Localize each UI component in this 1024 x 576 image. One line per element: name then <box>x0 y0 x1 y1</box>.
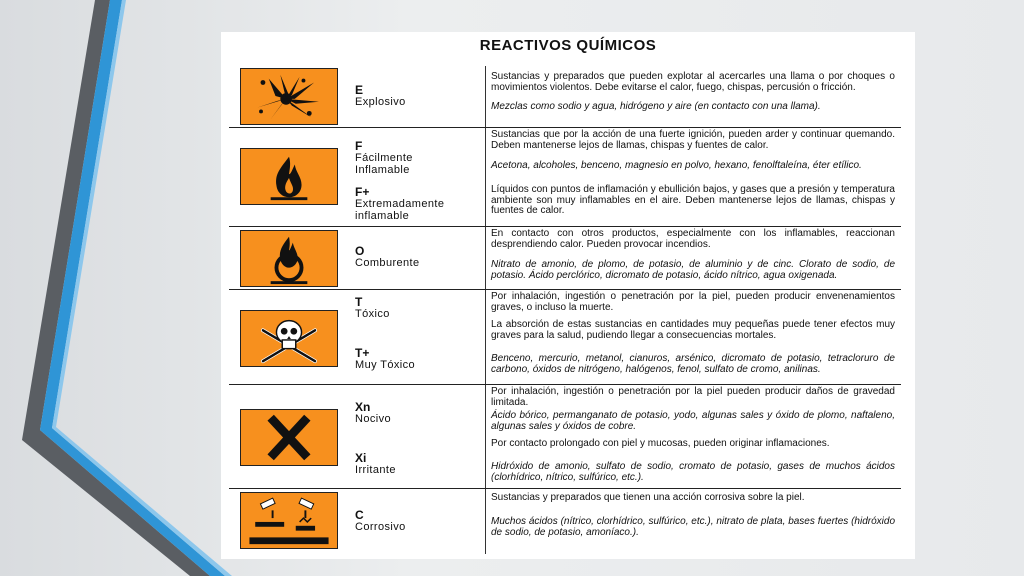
examples: Mezclas como sodio y agua, hidrógeno y aire (en contacto con una llama). <box>491 101 821 112</box>
class-name: Tóxico <box>355 308 390 320</box>
examples: Muchos ácidos (nítrico, clorhídrico, sulfúrico, etc.), nitrato de plata, bases fuertes (hidróxido de sodio, de potasio, amoníaco.). <box>491 516 895 538</box>
class-name: Extremadamente inflamable <box>355 198 445 222</box>
class-code: F <box>355 139 363 153</box>
class-name: Explosivo <box>355 96 406 108</box>
examples: Nitrato de amonio, de plomo, de potasio, de aluminio y de cinc. Clorato de sodio, de potasio. Ácido perclórico, dicromato de potasio, ácido nítrico, agua oxigenada. <box>491 259 895 281</box>
description-harmful: Por inhalación, ingestión o penetración por la piel pueden producir daños de gravedad limitada. <box>491 386 895 408</box>
class-code: E <box>355 83 364 97</box>
class-name: Fácilmente Inflamable <box>355 152 413 176</box>
row-flammable <box>229 128 901 227</box>
flame-pictogram-icon <box>240 148 338 205</box>
description: Por inhalación, ingestión o penetración por la piel, pueden producir envenenamientos graves, o incluso la muerte. <box>491 291 895 313</box>
chemical-reagents-document <box>221 32 915 559</box>
description: Sustancias y preparados que pueden explotar al acercarles una llama o por choques o movimientos violentos. Debe evitarse el calor, fuego, chispas, percusión o fricción. <box>491 71 895 93</box>
description: Sustancias y preparados que tienen una acción corrosiva sobre la piel. <box>491 492 805 503</box>
skull-crossbones-pictogram-icon <box>240 310 338 367</box>
class-code: O <box>355 244 365 258</box>
examples-irritant: Hidróxido de amonio, sulfato de sodio, cromato de potasio, gases de muchos ácidos (clorhídrico, nítrico, sulfúrico, etc.). <box>491 461 895 483</box>
class-very-toxic <box>355 347 415 371</box>
class-extremely-flammable <box>355 186 475 222</box>
slide-decoration <box>0 0 240 576</box>
description-irritant: Por contacto prolongado con piel y mucosas, pueden originar inflamaciones. <box>491 438 830 449</box>
class-name: Nocivo <box>355 413 392 425</box>
examples: Acetona, alcoholes, benceno, magnesio en polvo, hexano, fenolftaleína, éter etílico. <box>491 160 862 171</box>
flame-over-circle-pictogram-icon <box>240 230 338 287</box>
class-harmful <box>355 401 391 425</box>
corrosion-pictogram-icon <box>240 492 338 549</box>
description: En contacto con otros productos, especialmente con los inflamables, reaccionan desprendiendo calor. Pueden provocar incendios. <box>491 228 895 250</box>
description: Sustancias que por la acción de una fuerte ignición, pueden arder y continuar quemando. Deben mantenerse lejos de llamas, chispas y fuentes de calor. <box>491 129 895 151</box>
class-name: Muy Tóxico <box>355 359 416 371</box>
class-code: F+ <box>355 185 370 199</box>
explosive-pictogram-icon <box>240 68 338 125</box>
class-code: T <box>355 295 363 309</box>
saltire-cross-pictogram-icon <box>240 409 338 466</box>
class-corrosive <box>355 509 406 533</box>
class-irritant <box>355 452 396 476</box>
row-explosive <box>229 66 901 128</box>
class-code: Xn <box>355 400 371 414</box>
class-oxidizing <box>355 245 420 269</box>
document-title: REACTIVOS QUÍMICOS <box>479 37 657 54</box>
class-flammable <box>355 140 435 176</box>
class-code: Xi <box>355 451 367 465</box>
class-toxic <box>355 296 390 320</box>
row-oxidizing <box>229 227 901 290</box>
description-very-toxic: La absorción de estas sustancias en cantidades muy pequeñas puede tener efectos muy graves para la salud, pudiendo llegar a consecuencias mortales. <box>491 319 895 341</box>
class-name: Corrosivo <box>355 521 406 533</box>
class-code: C <box>355 508 364 522</box>
row-harmful-irritant <box>229 385 901 489</box>
class-explosive <box>355 84 406 108</box>
examples: Benceno, mercurio, metanol, cianuros, arsénico, dicromato de potasio, tetracloruro de carbono, óxidos de nitrógeno, halógenos, fenol, sulfato de cromo, anilinas. <box>491 353 895 375</box>
row-corrosive <box>229 489 901 555</box>
description-extreme: Líquidos con puntos de inflamación y ebullición bajos, y gases que a presión y temperatura ambiente son muy inflamables en el aire. Deben mantenerse lejos de llamas, chispas y fuentes de calor. <box>491 184 895 216</box>
class-name: Irritante <box>355 464 396 476</box>
examples-harmful: Ácido bórico, permanganato de potasio, yodo, algunas sales y óxido de plomo, naftaleno, algunas sales y óxidos de cobre. <box>491 410 895 432</box>
class-code: T+ <box>355 346 370 360</box>
row-toxic <box>229 290 901 385</box>
class-name: Comburente <box>355 257 420 269</box>
